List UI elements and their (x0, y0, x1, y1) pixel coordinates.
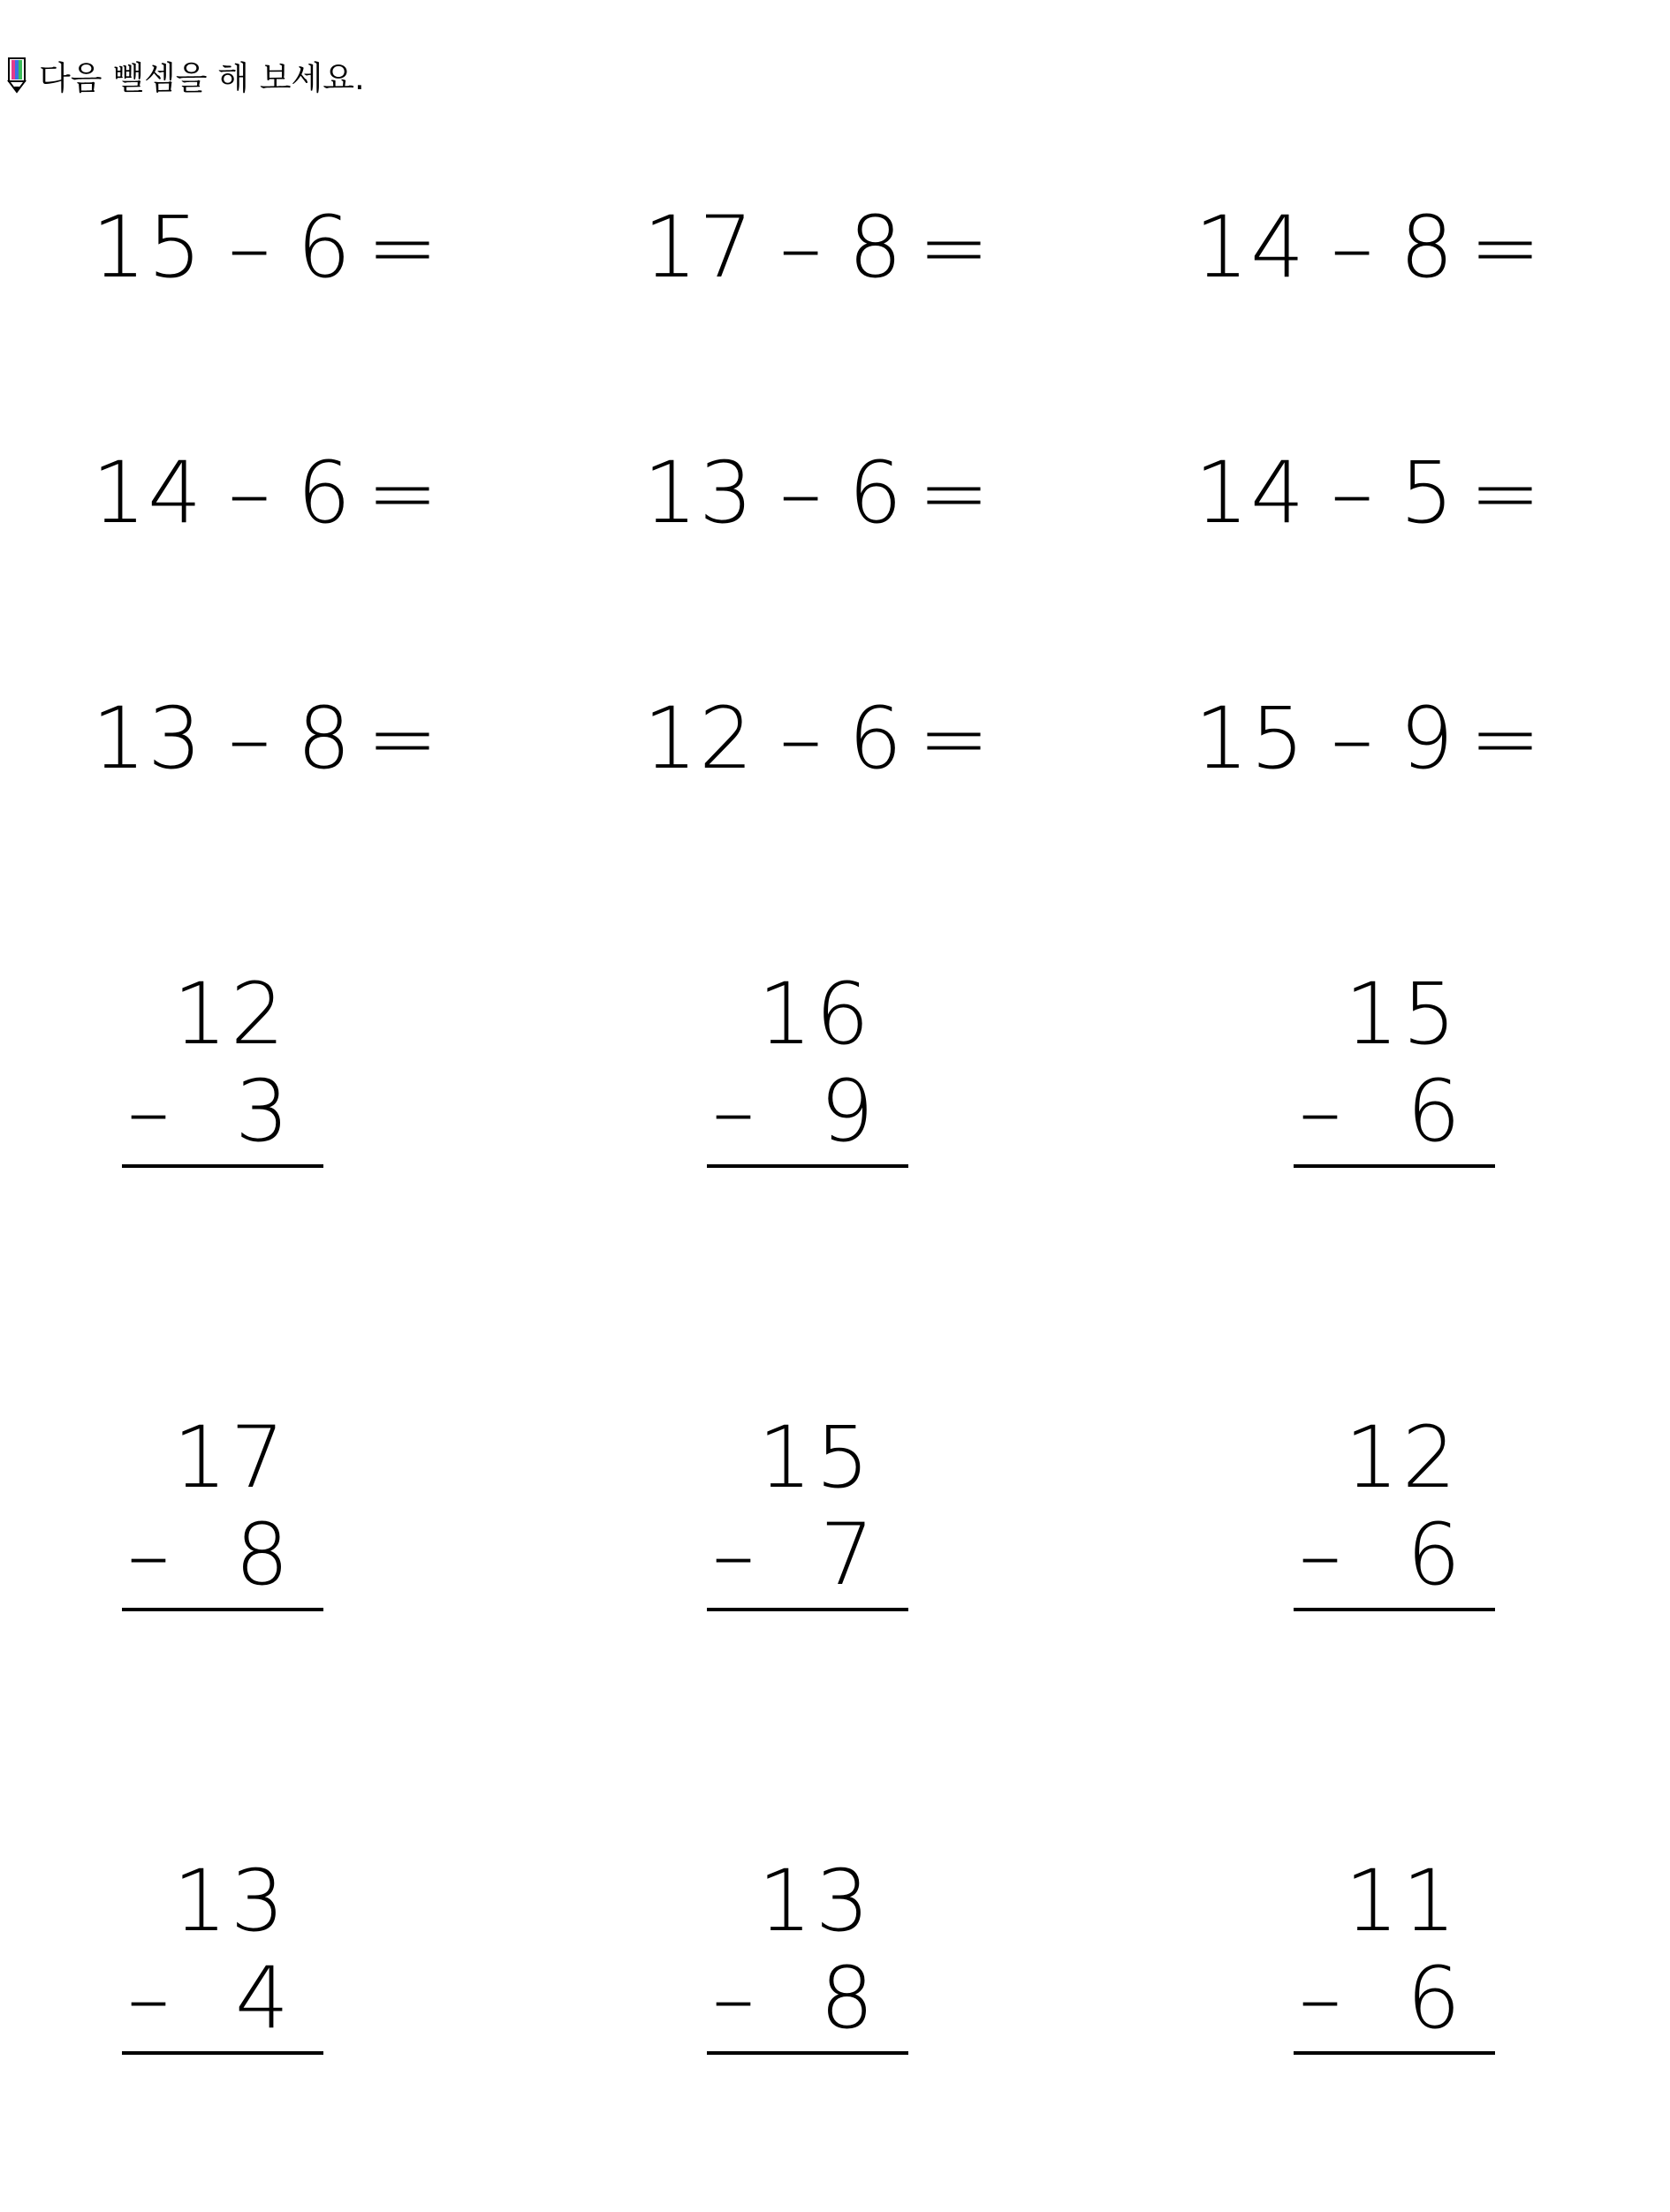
horizontal-problem (92, 443, 440, 542)
equals-sign: = (367, 443, 440, 542)
vertical-problem (707, 1852, 908, 2062)
answer-line (122, 1608, 323, 1611)
answer-line (707, 2051, 908, 2055)
subtrahend: 6 (1407, 1505, 1465, 1604)
horizontal-problem (92, 198, 440, 297)
minuend: 11 (1344, 1852, 1460, 1951)
vertical-problem (122, 1852, 323, 2062)
minuend: 12 (643, 689, 755, 788)
subtrahend: 7 (820, 1505, 878, 1604)
subtrahend: 9 (1400, 689, 1456, 788)
instruction-text: 다음 뺄셈을 해 보세요. (39, 59, 365, 97)
answer-line (707, 1164, 908, 1168)
minus-sign: – (1331, 198, 1376, 297)
minuend: 14 (1195, 198, 1307, 297)
minuend: 15 (1195, 689, 1307, 788)
minuend: 13 (172, 1852, 288, 1951)
horizontal-problem (1195, 443, 1543, 542)
answer-line (122, 2051, 323, 2055)
horizontal-problem (643, 689, 991, 788)
minus-sign: – (1299, 1949, 1341, 2048)
vertical-problem (122, 965, 323, 1175)
minus-sign: – (228, 443, 273, 542)
minuend: 12 (1344, 1408, 1460, 1507)
minuend: 14 (92, 443, 204, 542)
minuend: 12 (172, 965, 288, 1064)
minuend: 13 (643, 443, 755, 542)
subtrahend: 6 (297, 443, 353, 542)
minus-sign: – (127, 1062, 170, 1161)
equals-sign: = (1469, 198, 1543, 297)
vertical-problem (707, 965, 908, 1175)
minus-sign: – (1299, 1062, 1341, 1161)
minuend: 13 (92, 689, 204, 788)
subtrahend: 8 (820, 1949, 878, 2048)
subtrahend: 6 (1407, 1062, 1465, 1161)
vertical-problem (122, 1408, 323, 1618)
vertical-problem (1294, 1408, 1495, 1618)
instruction (7, 53, 365, 97)
equals-sign: = (1469, 689, 1543, 788)
equals-sign: = (367, 689, 440, 788)
subtrahend: 6 (297, 198, 353, 297)
minuend: 16 (757, 965, 873, 1064)
subtrahend: 8 (1400, 198, 1456, 297)
vertical-problem (1294, 965, 1495, 1175)
answer-line (122, 1164, 323, 1168)
minuend: 13 (757, 1852, 873, 1951)
minus-sign: – (712, 1949, 755, 2048)
equals-sign: = (918, 689, 991, 788)
vertical-problem (1294, 1852, 1495, 2062)
answer-line (1294, 2051, 1495, 2055)
minus-sign: – (127, 1949, 170, 2048)
subtrahend: 5 (1400, 443, 1456, 542)
minuend: 17 (643, 198, 755, 297)
minus-sign: – (1331, 689, 1376, 788)
horizontal-problem (92, 689, 440, 788)
subtrahend: 3 (235, 1062, 293, 1161)
minuend: 17 (172, 1408, 288, 1507)
subtrahend: 4 (235, 1949, 293, 2048)
minus-sign: – (779, 689, 824, 788)
minus-sign: – (1299, 1505, 1341, 1604)
equals-sign: = (367, 198, 440, 297)
horizontal-problem (643, 443, 991, 542)
subtrahend: 8 (235, 1505, 293, 1604)
minuend: 14 (1195, 443, 1307, 542)
minus-sign: – (712, 1062, 755, 1161)
minus-sign: – (228, 689, 273, 788)
horizontal-problem (643, 198, 991, 297)
subtrahend: 8 (848, 198, 905, 297)
minus-sign: – (712, 1505, 755, 1604)
equals-sign: = (918, 198, 991, 297)
subtrahend: 6 (1407, 1949, 1465, 2048)
subtrahend: 9 (820, 1062, 878, 1161)
minuend: 15 (92, 198, 204, 297)
minus-sign: – (779, 198, 824, 297)
answer-line (1294, 1164, 1495, 1168)
horizontal-problem (1195, 198, 1543, 297)
pencil-icon (7, 57, 27, 94)
equals-sign: = (918, 443, 991, 542)
vertical-problem (707, 1408, 908, 1618)
minuend: 15 (757, 1408, 873, 1507)
equals-sign: = (1469, 443, 1543, 542)
minus-sign: – (1331, 443, 1376, 542)
answer-line (1294, 1608, 1495, 1611)
subtrahend: 8 (297, 689, 353, 788)
subtrahend: 6 (848, 689, 905, 788)
minus-sign: – (779, 443, 824, 542)
minus-sign: – (228, 198, 273, 297)
minus-sign: – (127, 1505, 170, 1604)
subtrahend: 6 (848, 443, 905, 542)
minuend: 15 (1344, 965, 1460, 1064)
horizontal-problem (1195, 689, 1543, 788)
answer-line (707, 1608, 908, 1611)
